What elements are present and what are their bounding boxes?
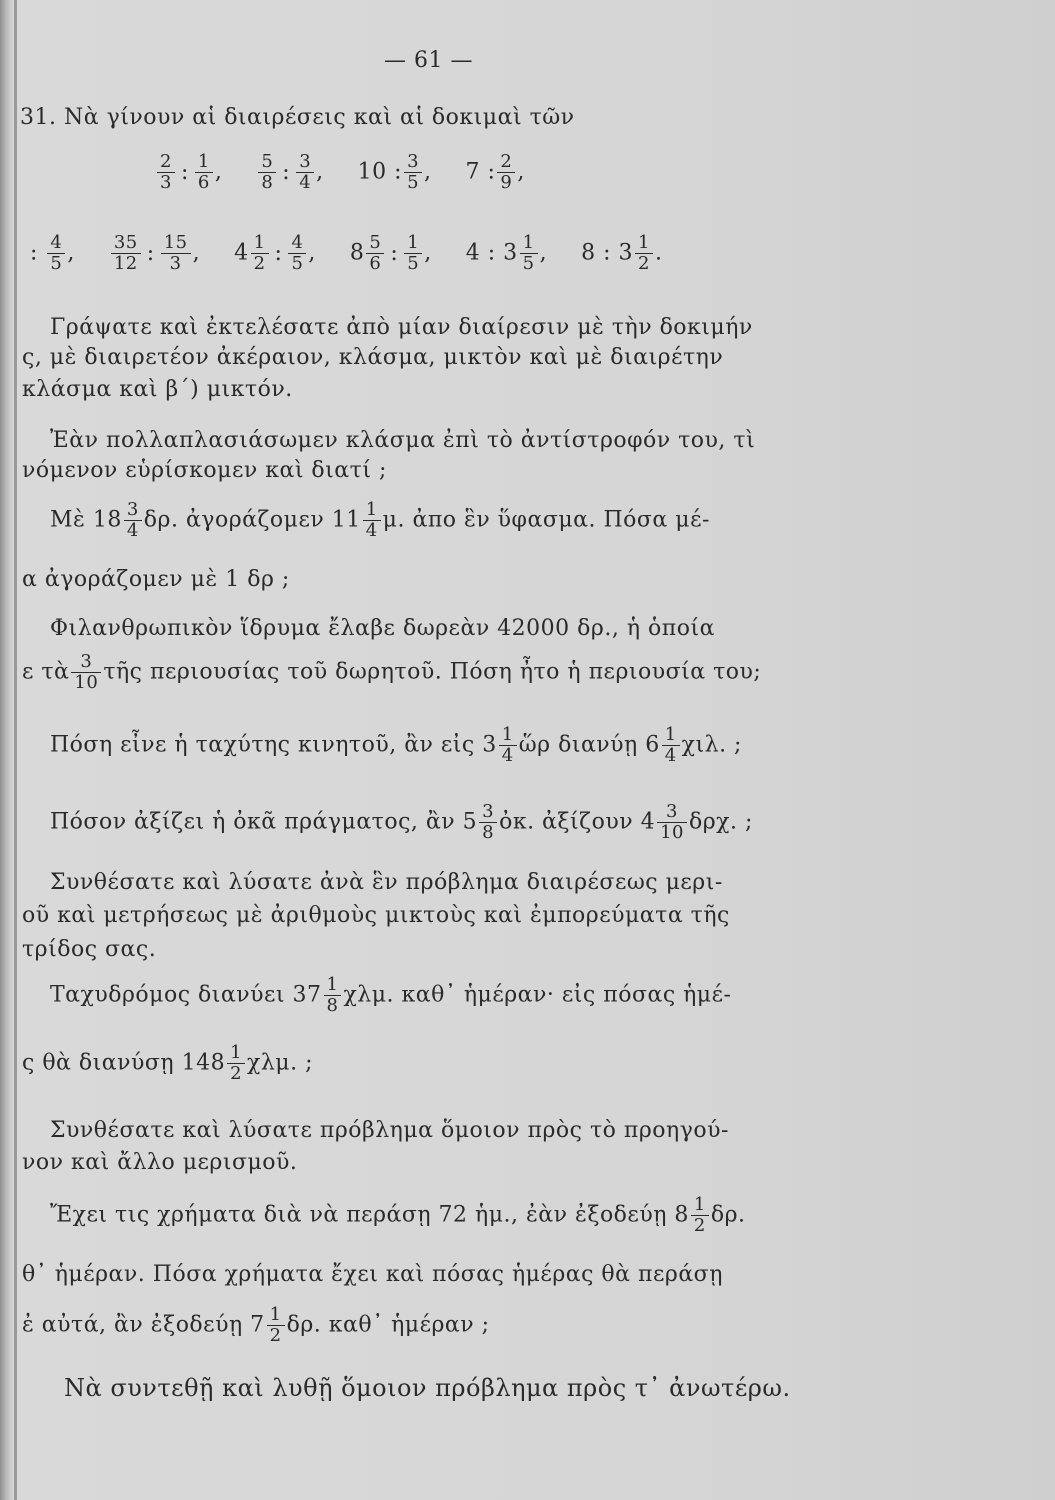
final-instruction: Νὰ συντεθῇ καὶ λυθῇ ὅμοιον πρόβλημα πρὸς τ᾽ ἀνωτέρω.	[64, 1374, 791, 1402]
fraction: $\frac{1}{2}$	[251, 233, 269, 274]
fraction: $\frac{3}{8}$	[479, 802, 497, 843]
division-expression: $\frac{2}{3}$ : $\frac{1}{6}$ ,	[155, 152, 222, 193]
fraction: $\frac{3}{5}$	[404, 152, 422, 193]
fraction: $\frac{1}{4}$	[499, 725, 517, 766]
exercise-31-intro: 31. Νὰ γίνουν αἱ διαιρέσεις καὶ αἱ δοκιμαὶ τῶν	[20, 105, 575, 130]
fraction: $\frac{1}{2}$	[267, 1305, 285, 1346]
fraction: $\frac{2}{9}$	[497, 152, 515, 193]
problem-money-line2: θ᾽ ἡμέραν. Πόσα χρήματα ἔχει καὶ πόσας ἡμέρας θὰ περάσῃ	[22, 1262, 723, 1287]
problem-money: Ἔχει τις χρήματα διὰ νὰ περάσῃ 72 ἡμ., ἐὰν ἐξοδεύῃ 8 $\frac{1}{2}$ δρ.	[50, 1194, 746, 1236]
division-expression: 4 $\frac{1}{2}$ : $\frac{4}{5}$ ,	[234, 232, 316, 274]
fraction: $\frac{3}{10}$	[657, 802, 687, 843]
fraction: $\frac{1}{4}$	[363, 500, 381, 541]
fraction: $\frac{3}{4}$	[296, 152, 314, 193]
fraction: $\frac{1}{2}$	[635, 233, 653, 274]
page-number: — 61 —	[384, 48, 473, 73]
fraction-row-1	[155, 152, 559, 193]
division-expression: 8 : 3 $\frac{1}{2}$ .	[581, 232, 663, 274]
problem-cloth-line2: α ἀγοράζομεν μὲ 1 δρ ;	[22, 567, 290, 592]
division-expression: 8 $\frac{5}{6}$ : $\frac{1}{5}$ ,	[349, 232, 432, 274]
fraction: $\frac{3}{10}$	[71, 652, 101, 693]
problem-foundation-line2: ε τὰ $\frac{3}{10}$ τῆς περιουσίας τοῦ δωρητοῦ. Πόση ἦτο ἡ περιουσία του;	[22, 651, 762, 693]
paragraph-compose-line3: τρίδος σας.	[22, 937, 157, 962]
paragraph-compose: Συνθέσατε καὶ λύσατε ἀνὰ ἓν πρόβλημα διαιρέσεως μερι-	[50, 870, 723, 895]
problem-price: Πόσον ἀξίζει ἡ ὀκᾶ πράγματος, ἂν 5 $\frac{3}{8}$ ὀκ. ἀξίζουν 4 $\frac{3}{10}$ δρχ. ;	[50, 801, 753, 843]
fraction-row-2	[30, 233, 696, 274]
division-expression: : $\frac{4}{5}$ ,	[30, 232, 75, 274]
paragraph-multiply-line2: νόμενον εὑρίσκομεν καὶ διατί ;	[22, 458, 387, 483]
problem-postman-line2: ς θὰ διανύσῃ 148 $\frac{1}{2}$ χλμ. ;	[22, 1042, 314, 1084]
paragraph-write-line3: κλάσμα καὶ β΄) μικτόν.	[22, 377, 293, 402]
fraction: $\frac{1}{5}$	[404, 233, 422, 274]
paragraph-compose-line2: οῦ καὶ μετρήσεως μὲ ἀριθμοὺς μικτοὺς καὶ ἐμπορεύματα τῆς	[22, 903, 730, 928]
paragraph-similar-line2: νον καὶ ἄλλο μερισμοῦ.	[22, 1150, 298, 1175]
problem-speed: Πόση εἶνε ἡ ταχύτης κινητοῦ, ἂν εἰς 3 $\frac{1}{4}$ ὥρ διανύῃ 6 $\frac{1}{4}$ χιλ. ;	[50, 724, 742, 766]
problem-cloth: Μὲ 18 $\frac{3}{4}$ δρ. ἀγοράζομεν 11 $\frac{1}{4}$ μ. ἀπο ἓν ὕφασμα. Πόσα μέ-	[50, 499, 710, 541]
fraction: $\frac{1}{6}$	[195, 152, 213, 193]
fraction: $\frac{1}{4}$	[662, 725, 680, 766]
division-expression: $\frac{5}{8}$ : $\frac{3}{4}$ ,	[256, 152, 323, 193]
fraction: $\frac{35}{12}$	[111, 233, 141, 274]
fraction: $\frac{4}{5}$	[288, 233, 306, 274]
fraction: $\frac{1}{2}$	[227, 1043, 245, 1084]
problem-postman: Ταχυδρόμος διανύει 37 $\frac{1}{8}$ χλμ. καθ᾽ ἡμέραν· εἰς πόσας ἡμέ-	[50, 974, 732, 1016]
division-expression: 10 : $\frac{3}{5}$ ,	[357, 151, 432, 193]
fraction: $\frac{5}{8}$	[258, 152, 276, 193]
division-expression: 4 : 3 $\frac{1}{5}$ ,	[465, 232, 548, 274]
problem-foundation: Φιλανθρωπικὸν ἵδρυμα ἔλαβε δωρεὰν 42000 δρ., ἡ ὁποία	[50, 616, 715, 641]
paragraph-multiply: Ἐὰν πολλαπλασιάσωμεν κλάσμα ἐπὶ τὸ ἀντίστροφόν του, τὶ	[50, 428, 756, 453]
division-expression: $\frac{35}{12}$ : $\frac{15}{3}$ ,	[109, 233, 200, 274]
division-expression: 7 : $\frac{2}{9}$ ,	[465, 151, 525, 193]
binding-edge	[14, 0, 17, 1500]
fraction: $\frac{4}{5}$	[47, 233, 65, 274]
paragraph-write: Γράψατε καὶ ἐκτελέσατε ἀπὸ μίαν διαίρεσιν μὲ τὴν δοκιμήν	[50, 315, 753, 340]
fraction: $\frac{5}{6}$	[366, 233, 384, 274]
fraction: $\frac{15}{3}$	[161, 233, 191, 274]
paragraph-write-line2: ς, μὲ διαιρετέον ἀκέραιον, κλάσμα, μικτὸν καὶ μὲ διαιρέτην	[22, 345, 724, 370]
fraction: $\frac{1}{8}$	[324, 975, 342, 1016]
paragraph-similar: Συνθέσατε καὶ λύσατε πρόβλημα ὅμοιον πρὸς τὸ προηγού-	[50, 1118, 729, 1143]
fraction: $\frac{3}{4}$	[124, 500, 142, 541]
fraction: $\frac{2}{3}$	[157, 152, 175, 193]
fraction: $\frac{1}{5}$	[520, 233, 538, 274]
problem-money-line3: ἐ αὐτά, ἂν ἐξοδεύῃ 7 $\frac{1}{2}$ δρ. καθ᾽ ἡμέραν ;	[22, 1304, 490, 1346]
fraction: $\frac{1}{2}$	[691, 1195, 709, 1236]
